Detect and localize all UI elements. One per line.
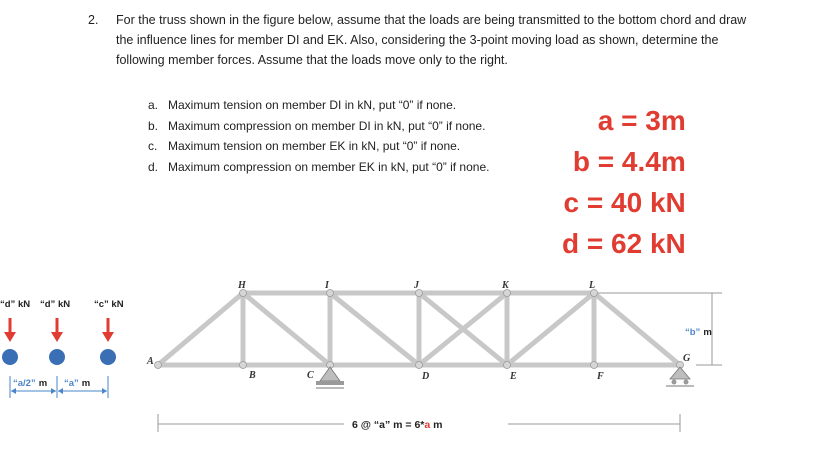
wheel-3-icon	[100, 349, 116, 365]
pin-support-icon	[316, 367, 344, 388]
node-label-f: F	[597, 371, 604, 382]
node-label-b: B	[249, 370, 256, 381]
load-arrow-3-icon	[102, 318, 114, 342]
subquestion-label: d.	[148, 159, 159, 174]
node-label-g: G	[683, 353, 691, 364]
parameter-a: a = 3m	[597, 105, 686, 136]
truss-members	[158, 293, 680, 365]
parameter-c: c = 40 kN	[563, 187, 686, 218]
subquestion-text: Maximum tension on member EK in kN, put “0” if none.	[168, 139, 461, 153]
node-label-i: I	[325, 280, 329, 291]
end-post-right	[594, 293, 680, 365]
node-label-c: C	[307, 370, 314, 381]
diagonal-member	[507, 293, 594, 365]
parameter-b: b = 4.4m	[572, 146, 686, 177]
node-label-k: K	[502, 280, 509, 291]
roller-support-icon	[666, 367, 694, 386]
subquestion-text: Maximum compression on member EK in kN, put “0” if none.	[168, 159, 490, 174]
subquestion-text: Maximum compression on member DI in kN, put “0” if none.	[168, 118, 486, 133]
node-label-d: D	[422, 371, 430, 382]
problem-text: For the truss shown in the figure below, assume that the loads are being transmitted to the bottom chord and draw the influence lines for member DI and EK. Also, considering the 3-point moving load as shown, determine the following member forces. Assume that the loads move only to the right.	[116, 13, 747, 67]
height-label: “b” m	[685, 327, 712, 338]
subquestion-text: Maximum tension on member DI in kN, put “0” if none.	[168, 98, 457, 112]
load-label-1: “d” kN	[0, 299, 31, 310]
moving-load-diagram	[0, 299, 124, 398]
wheel-2-icon	[49, 349, 65, 365]
subquestion-label: c.	[148, 139, 158, 153]
load-label-2: “d” kN	[40, 299, 71, 310]
load-arrow-2-icon	[51, 318, 63, 342]
end-post-left	[158, 293, 243, 365]
spacing-label-2: “a” m	[64, 378, 91, 389]
node-label-e: E	[510, 371, 517, 382]
span-label: 6 @ “a” m = 6*a m	[352, 419, 443, 431]
load-label-3: “c” kN	[94, 299, 124, 310]
node-label-l: L	[589, 280, 596, 291]
diagonal-member	[330, 293, 419, 365]
subquestion-label: b.	[148, 118, 159, 133]
diagonal-member	[243, 293, 330, 365]
wheel-1-icon	[2, 349, 18, 365]
parameter-d: d = 62 kN	[562, 228, 686, 259]
load-arrow-1-icon	[4, 318, 16, 342]
node-label-h: H	[238, 280, 246, 291]
spacing-label-1: “a/2” m	[13, 378, 48, 389]
node-label-a: A	[147, 356, 154, 367]
problem-number: 2.	[88, 13, 99, 27]
subquestion-label: a.	[148, 98, 159, 112]
node-label-j: J	[414, 280, 419, 291]
